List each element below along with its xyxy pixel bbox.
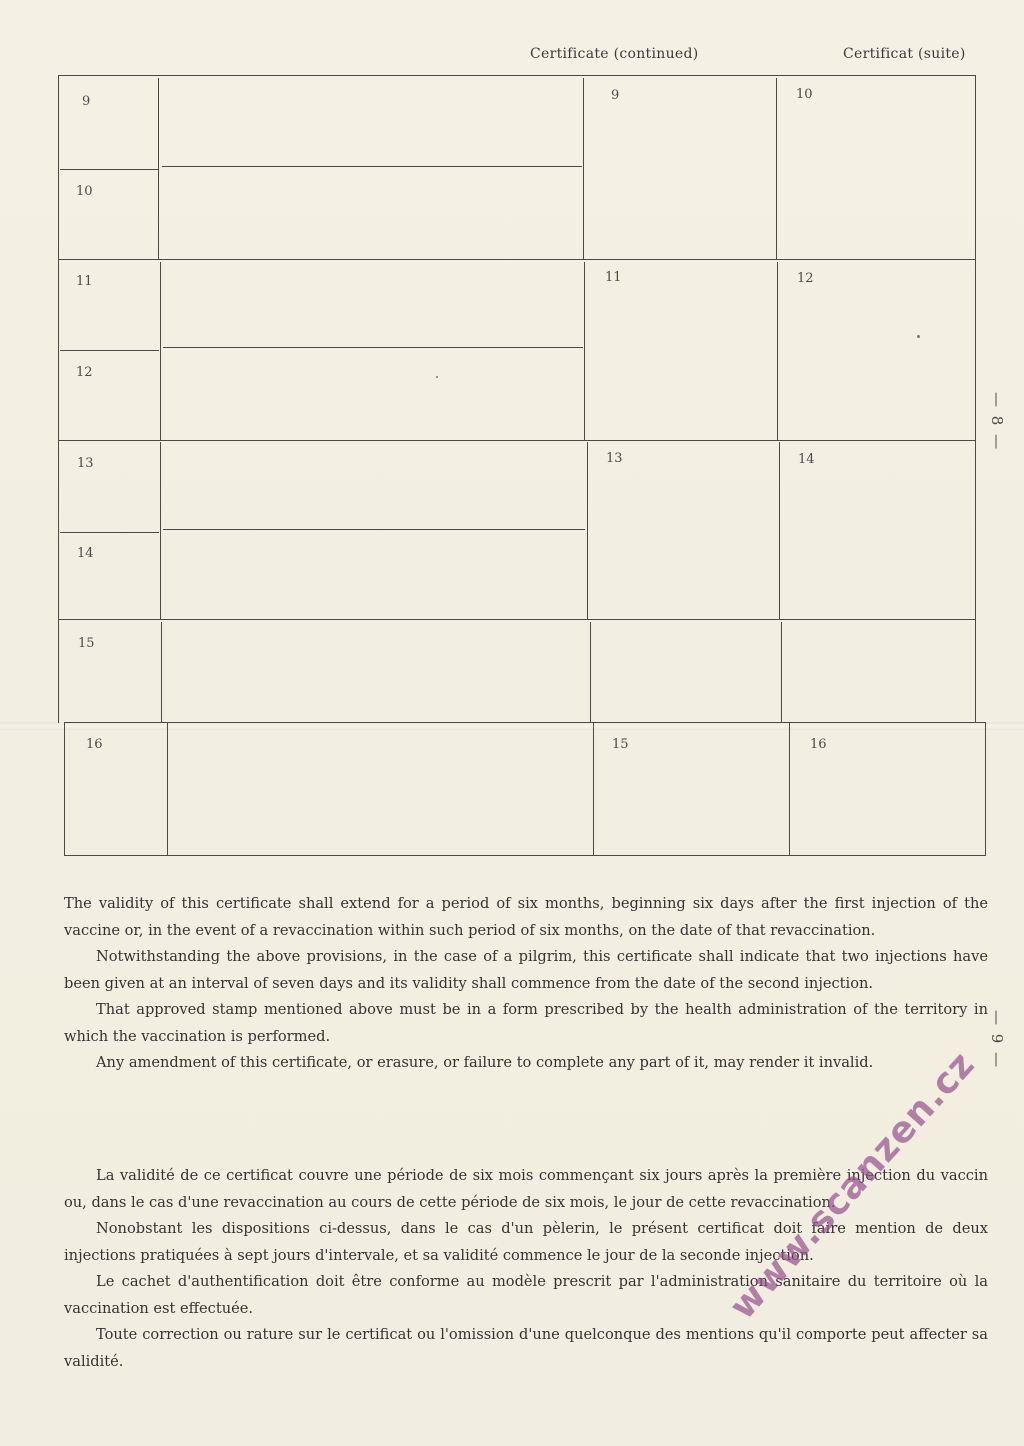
table-col-divider [781, 622, 782, 722]
table-col-divider [160, 442, 161, 620]
table-subrow-divider [60, 169, 158, 170]
table-subrow-divider [60, 532, 159, 533]
row-number-10: 10 [76, 184, 93, 199]
lower-table-col-divider [593, 722, 594, 856]
page-number-9: — 9 — [988, 1010, 1006, 1070]
french-paragraph-4: Toute correction ou rature sur le certificat ou l'omission d'une quelconque des mentions qu'il comporte peut affecter sa validité. [64, 1326, 988, 1370]
table-subrow-divider [163, 347, 583, 348]
lower-table-col-divider [167, 722, 168, 856]
table-col-divider [776, 78, 777, 260]
english-paragraph-2: Notwithstanding the above provisions, in the case of a pilgrim, this certificate shall indicate that two injections have been given at an interval of seven days and its validity shall commence from the date of the second injection. [64, 948, 988, 992]
lower-table-col-divider [789, 722, 790, 856]
english-paragraph-1: The validity of this certificate shall extend for a period of six months, beginning six days after the first injection of the vaccine or, in the event of a revaccination within such period of six months, on the date of that revaccination. [64, 895, 988, 939]
cell-number-15: 15 [612, 737, 629, 752]
table-col-divider [158, 78, 159, 260]
table-col-divider [587, 442, 588, 620]
page-fold [0, 722, 1024, 730]
table-top-border [58, 75, 976, 76]
header-french: Certificat (suite) [843, 46, 966, 62]
cell-number-14: 14 [798, 452, 815, 467]
table-col-divider [161, 622, 162, 722]
header-english: Certificate (continued) [530, 46, 699, 62]
specks [917, 335, 920, 338]
specks [436, 376, 438, 378]
table-col-divider [160, 262, 161, 440]
page-number-8: — 8 — [988, 392, 1006, 452]
cell-number-12: 12 [797, 271, 814, 286]
lower-table-left-border [64, 722, 65, 856]
row-number-14: 14 [77, 546, 94, 561]
table-row-divider [58, 619, 976, 620]
row-number-15: 15 [78, 636, 95, 651]
table-subrow-divider [163, 529, 585, 530]
french-paragraph-2: Nonobstant les dispositions ci-dessus, dans le cas d'un pèlerin, le présent certificat doit faire mention de deux injections pratiquées à sept jours d'intervale, et sa validité commence le jour de la seconde injection. [64, 1220, 988, 1264]
french-paragraph-1: La validité de ce certificat couvre une période de six mois commençant six jours après la première injection du vaccin ou, dans le cas d'une revaccination au cours de cette période de six mois, le jour de cette revaccination. [64, 1167, 988, 1211]
lower-table-right-border [985, 722, 986, 856]
cell-number-11: 11 [605, 270, 622, 285]
table-col-divider [779, 442, 780, 620]
english-validity-text [64, 891, 988, 1077]
cell-number-13: 13 [606, 451, 623, 466]
english-paragraph-4: Any amendment of this certificate, or erasure, or failure to complete any part of it, may render it invalid. [96, 1054, 874, 1071]
cell-number-9: 9 [611, 88, 620, 103]
watermark: www.scanzen.cz [722, 1043, 984, 1328]
table-right-border [975, 75, 976, 723]
row-number-16: 16 [86, 737, 103, 752]
row-number-11: 11 [76, 274, 93, 289]
english-paragraph-3: That approved stamp mentioned above must be in a form prescribed by the health administration of the territory in which the vaccination is performed. [64, 1001, 988, 1045]
french-paragraph-3: Le cachet d'authentification doit être conforme au modèle prescrit par l'administration sanitaire du territoire où la vaccination est effectuée. [64, 1273, 988, 1317]
table-col-divider [590, 622, 591, 722]
table-col-divider [583, 78, 584, 260]
table-row-divider [58, 259, 976, 260]
table-col-divider [777, 262, 778, 440]
table-subrow-divider [162, 166, 582, 167]
lower-table-top-border [64, 722, 986, 723]
cell-number-16: 16 [810, 737, 827, 752]
row-number-12: 12 [76, 365, 93, 380]
row-number-13: 13 [77, 456, 94, 471]
table-row-divider [58, 440, 976, 441]
table-left-border [58, 75, 59, 723]
table-col-divider [584, 262, 585, 440]
row-number-9: 9 [82, 94, 91, 109]
cell-number-10: 10 [796, 87, 813, 102]
table-subrow-divider [60, 350, 159, 351]
lower-table-bottom-border [64, 855, 986, 856]
